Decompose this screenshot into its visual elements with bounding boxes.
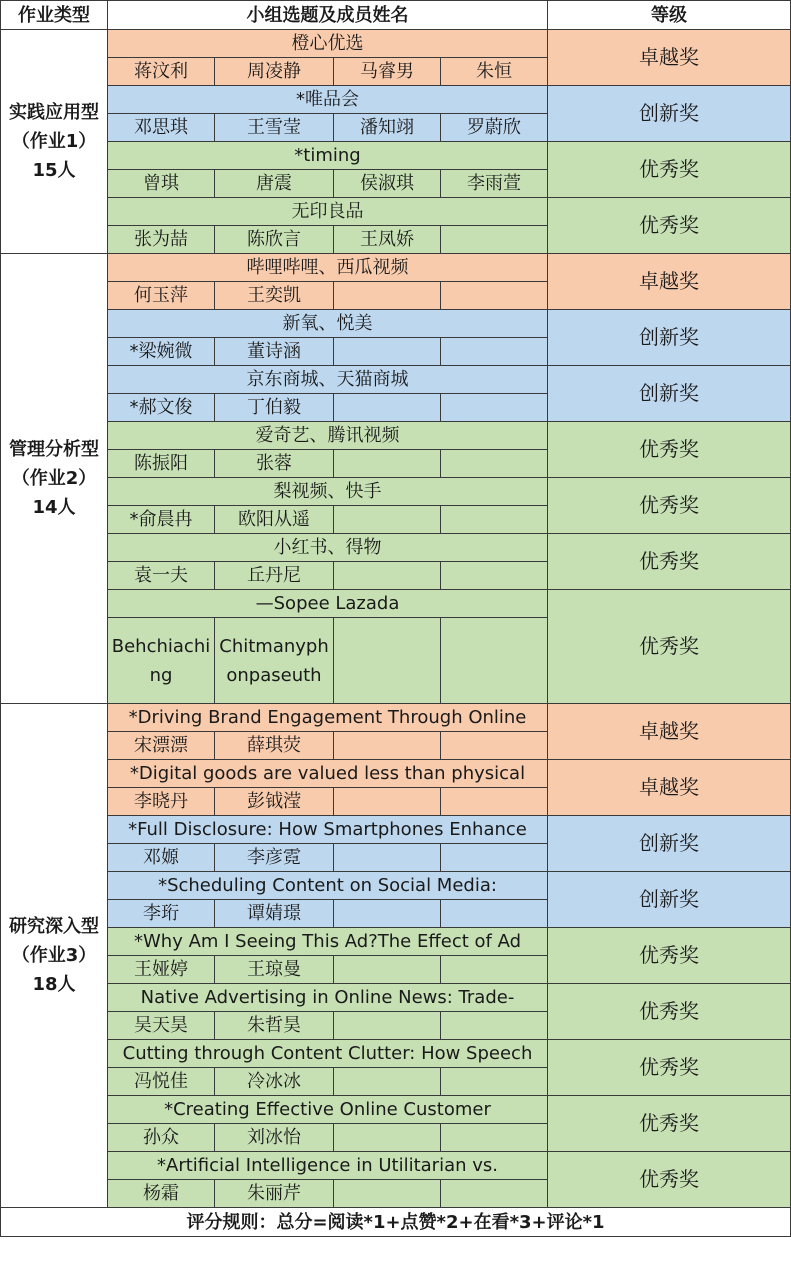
topic-row	[1, 1040, 791, 1068]
group-topic: *Artificial Intelligence in Utilitarian vs.	[108, 1152, 548, 1180]
member-name	[441, 1012, 548, 1040]
award-grade: 卓越奖	[548, 30, 791, 86]
topic-row	[1, 704, 791, 732]
award-grade: 创新奖	[548, 816, 791, 872]
topic-row	[1, 760, 791, 788]
header-row	[1, 1, 791, 30]
award-grade: 创新奖	[548, 86, 791, 142]
member-name: 刘冰怡	[215, 1124, 334, 1152]
award-grade: 优秀奖	[548, 1096, 791, 1152]
member-name: 何玉萍	[108, 282, 215, 310]
member-name	[441, 1180, 548, 1208]
member-name: 杨霜	[108, 1180, 215, 1208]
member-name: 王雪莹	[215, 114, 334, 142]
member-name: 王凤娇	[334, 226, 441, 254]
group-topic: *Full Disclosure: How Smartphones Enhance	[108, 816, 548, 844]
member-name	[441, 1068, 548, 1096]
member-name	[441, 282, 548, 310]
group-topic: *timing	[108, 142, 548, 170]
member-name: 丁伯毅	[215, 394, 334, 422]
category-line: （作业3）	[11, 945, 97, 966]
member-name: 曾琪	[108, 170, 215, 198]
member-name: 马睿男	[334, 58, 441, 86]
member-name	[441, 618, 548, 704]
category-line: 实践应用型	[9, 102, 99, 123]
member-name: 王娅婷	[108, 956, 215, 984]
category-line: 管理分析型	[9, 439, 99, 460]
member-name: 李晓丹	[108, 788, 215, 816]
footer-row	[1, 1208, 791, 1237]
member-name: 周凌静	[215, 58, 334, 86]
member-name	[441, 732, 548, 760]
award-grade: 优秀奖	[548, 928, 791, 984]
member-name	[334, 394, 441, 422]
award-grade: 卓越奖	[548, 704, 791, 760]
category-line: 15人	[32, 160, 76, 181]
member-name	[334, 338, 441, 366]
category-cell	[1, 704, 108, 1208]
member-name	[334, 900, 441, 928]
member-name: Behchiaching	[108, 618, 215, 704]
member-name: 邓思琪	[108, 114, 215, 142]
award-grade: 卓越奖	[548, 254, 791, 310]
topic-row	[1, 478, 791, 506]
member-name: 王奕凯	[215, 282, 334, 310]
award-grade: 优秀奖	[548, 534, 791, 590]
member-name: *俞晨冉	[108, 506, 215, 534]
category-line: 研究深入型	[9, 916, 99, 937]
header-topic: 小组选题及成员姓名	[108, 1, 548, 30]
category-line: 18人	[32, 974, 76, 995]
member-name: 孙众	[108, 1124, 215, 1152]
member-name: 吴天昊	[108, 1012, 215, 1040]
group-topic: 小红书、得物	[108, 534, 548, 562]
header-type: 作业类型	[1, 1, 108, 30]
topic-row	[1, 1152, 791, 1180]
award-grade: 创新奖	[548, 872, 791, 928]
award-grade: 优秀奖	[548, 590, 791, 704]
member-name: 朱恒	[441, 58, 548, 86]
member-name: 丘丹尼	[215, 562, 334, 590]
member-name: 蒋汶利	[108, 58, 215, 86]
topic-row	[1, 142, 791, 170]
category-cell	[1, 30, 108, 254]
category-line: 14人	[32, 497, 76, 518]
topic-row	[1, 30, 791, 58]
member-name: 欧阳从遥	[215, 506, 334, 534]
member-name: 陈振阳	[108, 450, 215, 478]
member-name: 朱哲昊	[215, 1012, 334, 1040]
member-name: 冯悦佳	[108, 1068, 215, 1096]
member-name	[441, 450, 548, 478]
group-topic: *Scheduling Content on Social Media:	[108, 872, 548, 900]
topic-row	[1, 366, 791, 394]
topic-row	[1, 422, 791, 450]
member-name	[334, 618, 441, 704]
topic-row	[1, 254, 791, 282]
scoring-rule: 评分规则：总分=阅读*1+点赞*2+在看*3+评论*1	[1, 1208, 791, 1237]
group-topic: 京东商城、天猫商城	[108, 366, 548, 394]
group-topic: *Digital goods are valued less than physical	[108, 760, 548, 788]
member-name: 张为喆	[108, 226, 215, 254]
member-name	[334, 788, 441, 816]
member-name	[441, 1124, 548, 1152]
topic-row	[1, 816, 791, 844]
member-name	[441, 788, 548, 816]
member-name: 邓嫄	[108, 844, 215, 872]
category-cell	[1, 254, 108, 704]
member-name: 冷冰冰	[215, 1068, 334, 1096]
member-name	[334, 506, 441, 534]
member-name	[334, 732, 441, 760]
member-name: Chitmanyphonpaseuth	[215, 618, 334, 704]
member-name: 陈欣言	[215, 226, 334, 254]
member-name: 宋漂漂	[108, 732, 215, 760]
topic-row	[1, 534, 791, 562]
topic-row	[1, 984, 791, 1012]
group-topic: 无印良品	[108, 198, 548, 226]
member-name	[441, 956, 548, 984]
member-name: 李彦霓	[215, 844, 334, 872]
group-topic: *Why Am I Seeing This Ad?The Effect of Ad	[108, 928, 548, 956]
member-name	[334, 1068, 441, 1096]
member-name: 李珩	[108, 900, 215, 928]
group-topic: 新氧、悦美	[108, 310, 548, 338]
award-grade: 优秀奖	[548, 478, 791, 534]
group-topic: 哔哩哔哩、西瓜视频	[108, 254, 548, 282]
group-topic: —Sopee Lazada	[108, 590, 548, 618]
group-topic: Native Advertising in Online News: Trade-	[108, 984, 548, 1012]
member-name	[441, 226, 548, 254]
award-grade: 优秀奖	[548, 198, 791, 254]
member-name	[334, 450, 441, 478]
award-grade: 优秀奖	[548, 142, 791, 198]
member-name: 李雨萱	[441, 170, 548, 198]
member-name: *郝文俊	[108, 394, 215, 422]
topic-row	[1, 198, 791, 226]
member-name: 谭婧璟	[215, 900, 334, 928]
member-name: 董诗涵	[215, 338, 334, 366]
award-grade: 创新奖	[548, 366, 791, 422]
award-grade: 优秀奖	[548, 422, 791, 478]
member-name	[334, 562, 441, 590]
award-grade: 优秀奖	[548, 1040, 791, 1096]
group-topic: *Driving Brand Engagement Through Online	[108, 704, 548, 732]
member-name	[441, 338, 548, 366]
award-grade: 优秀奖	[548, 1152, 791, 1208]
member-name: 张蓉	[215, 450, 334, 478]
member-name: 王琼曼	[215, 956, 334, 984]
member-name: 朱丽芹	[215, 1180, 334, 1208]
member-name: *梁婉微	[108, 338, 215, 366]
member-name	[334, 1180, 441, 1208]
topic-row	[1, 86, 791, 114]
member-name	[441, 394, 548, 422]
group-topic: *唯品会	[108, 86, 548, 114]
category-line: （作业1）	[11, 131, 97, 152]
category-line: （作业2）	[11, 468, 97, 489]
group-topic: *Creating Effective Online Customer	[108, 1096, 548, 1124]
topic-row	[1, 590, 791, 618]
member-name	[441, 844, 548, 872]
member-name: 罗蔚欣	[441, 114, 548, 142]
member-name: 袁一夫	[108, 562, 215, 590]
member-name: 唐震	[215, 170, 334, 198]
member-name	[441, 562, 548, 590]
member-name	[441, 900, 548, 928]
member-name: 彭钺滢	[215, 788, 334, 816]
member-name	[334, 1124, 441, 1152]
group-topic: 梨视频、快手	[108, 478, 548, 506]
group-topic: Cutting through Content Clutter: How Speech	[108, 1040, 548, 1068]
group-topic: 橙心优选	[108, 30, 548, 58]
topic-row	[1, 928, 791, 956]
member-name: 薛琪荧	[215, 732, 334, 760]
member-name: 潘知翊	[334, 114, 441, 142]
table-body	[1, 30, 791, 1208]
member-name	[334, 844, 441, 872]
header-grade: 等级	[548, 1, 791, 30]
group-topic: 爱奇艺、腾讯视频	[108, 422, 548, 450]
topic-row	[1, 872, 791, 900]
award-grade: 创新奖	[548, 310, 791, 366]
topic-row	[1, 1096, 791, 1124]
award-grade: 卓越奖	[548, 760, 791, 816]
member-name	[334, 1012, 441, 1040]
topic-row	[1, 310, 791, 338]
award-grade: 优秀奖	[548, 984, 791, 1040]
member-name	[334, 282, 441, 310]
member-name: 侯淑琪	[334, 170, 441, 198]
member-name	[334, 956, 441, 984]
member-name	[441, 506, 548, 534]
